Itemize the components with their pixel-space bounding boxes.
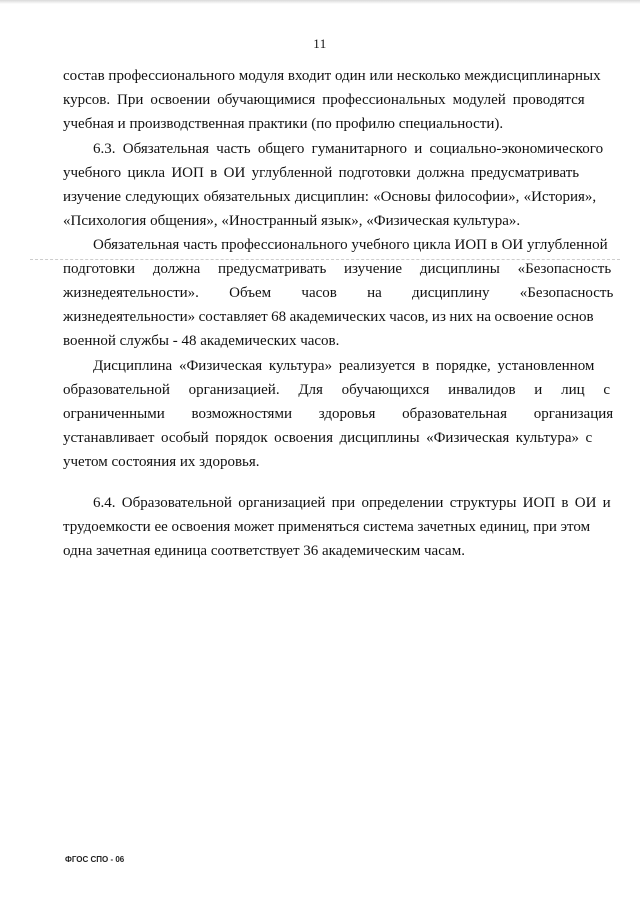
paragraph-1 <box>63 64 613 136</box>
text-line: жизнедеятельности». Объем часов на дисциплину «Безопасность <box>63 285 614 301</box>
text-line: состав профессионального модуля входит один или несколько междисциплинарных <box>63 68 601 84</box>
text-line: Дисциплина «Физическая культура» реализуется в порядке, установленном <box>93 358 595 374</box>
paragraph-4 <box>63 354 613 474</box>
text-line: образовательной организацией. Для обучающихся инвалидов и лиц с <box>63 382 611 398</box>
text-line: 6.4. Образовательной организацией при определении структуры ИОП в ОИ и <box>93 495 611 511</box>
text-line: Обязательная часть профессионального учебного цикла ИОП в ОИ углубленной <box>93 237 608 253</box>
text-line: «Психология общения», «Иностранный язык», «Физическая культура». <box>63 213 521 229</box>
text-line: жизнедеятельности» составляет 68 академических часов, из них на освоение основ <box>63 309 594 325</box>
text-line: изучение следующих обязательных дисциплин: «Основы философии», «История», <box>63 189 597 205</box>
text-line: ограниченными возможностями здоровья образовательная организация <box>63 406 614 422</box>
scan-edge <box>0 0 640 4</box>
paragraph-3 <box>63 233 613 353</box>
text-line: подготовки должна предусматривать изучение дисциплины «Безопасность <box>63 261 612 277</box>
text-line: одна зачетная единица соответствует 36 академическим часам. <box>63 543 465 559</box>
text-line: устанавливает особый порядок освоения дисциплины «Физическая культура» с <box>63 430 593 446</box>
page-number: 11 <box>313 36 327 51</box>
document-code: ФГОС СПО - 06 <box>65 855 125 864</box>
text-line: трудоемкости ее освоения может применяться система зачетных единиц, при этом <box>63 519 591 535</box>
text-line: 6.3. Обязательная часть общего гуманитарного и социально-экономического <box>93 141 604 157</box>
text-line: учетом состояния их здоровья. <box>63 454 260 470</box>
paragraph-5 <box>63 491 613 563</box>
text-line: курсов. При освоении обучающимися профессиональных модулей проводятся <box>63 92 585 108</box>
paragraph-2 <box>63 137 613 233</box>
text-line: военной службы - 48 академических часов. <box>63 333 340 349</box>
text-line: учебная и производственная практики (по профилю специальности). <box>63 116 504 132</box>
text-line: учебного цикла ИОП в ОИ углубленной подготовки должна предусматривать <box>63 165 580 181</box>
